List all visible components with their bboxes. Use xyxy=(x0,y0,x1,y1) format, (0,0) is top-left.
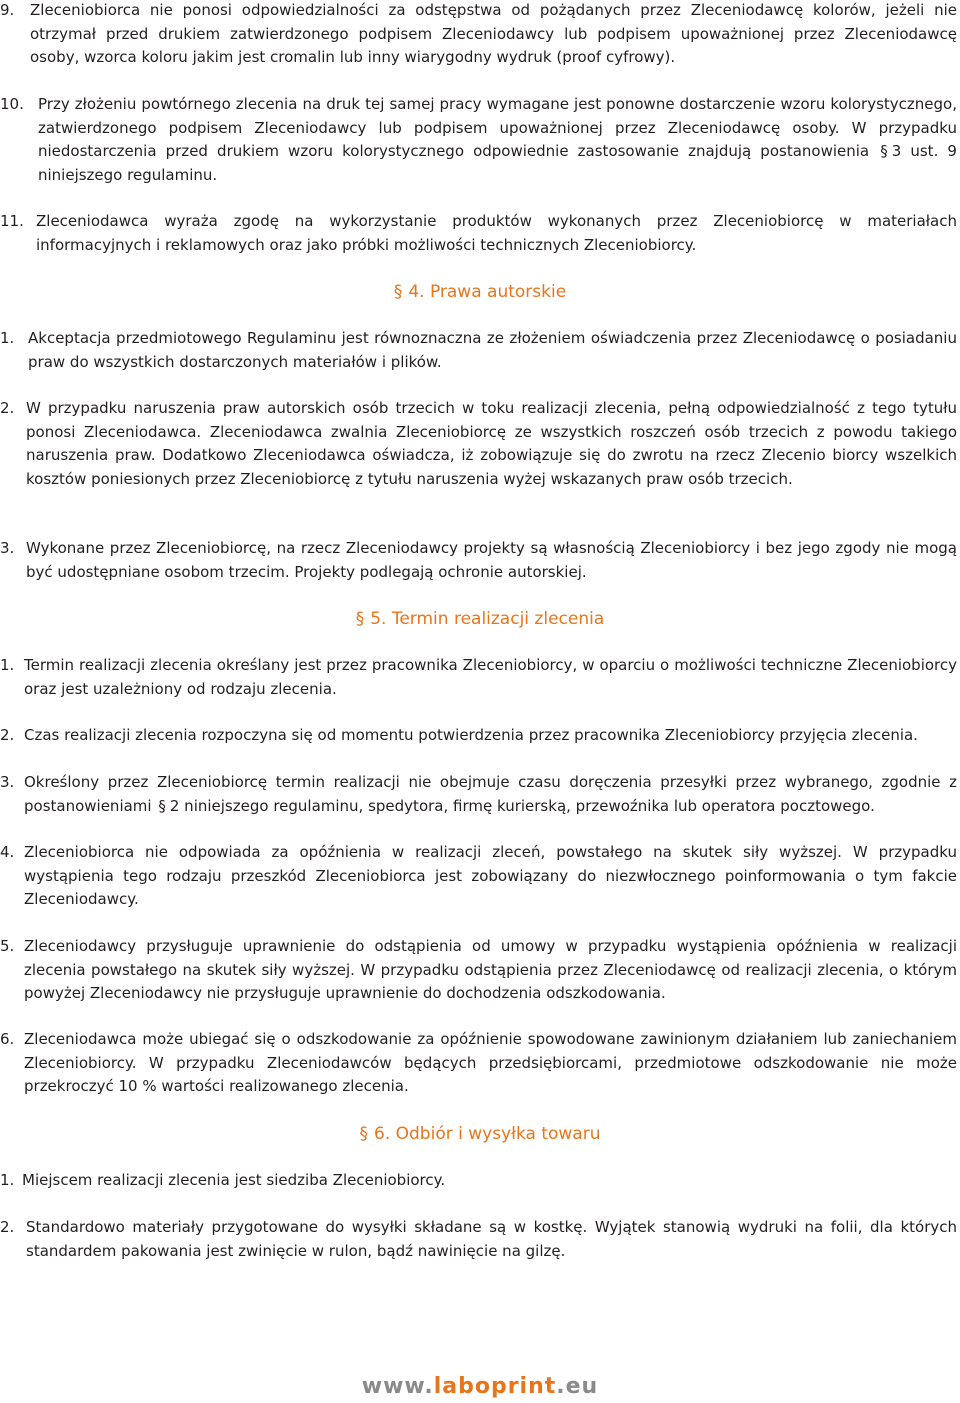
footer-www: www. xyxy=(361,1374,434,1399)
item-number: 4. xyxy=(0,843,15,861)
paragraph-text: Zleceniodawca wyraża zgodę na wykorzystanie produktów wykonanych przez Zleceniobiorcę w materiałach informacyjnych i reklamowych oraz jako próbki możliwości technicznych Zleceniobiorcy. xyxy=(36,212,957,254)
section5-item-6 xyxy=(0,1028,957,1099)
item-text: Standardowo materiały przygotowane do wysyłki składane są w kostkę. Wyjątek stanowią wydruki na folii, dla których standardem pakowania jest zwinięcie w rulon, bądź nawinięcie na gilzę. xyxy=(26,1218,957,1260)
item-number: 3. xyxy=(0,539,15,557)
section5-item-5 xyxy=(0,935,957,1006)
item-number: 3. xyxy=(0,773,15,791)
item-text: Zleceniobiorca nie odpowiada za opóźnienia w realizacji zleceń, powstałego na skutek siły wyższej. W przypadku wystąpienia tego rodzaju przeszkód Zleceniobiorca jest zobowiązany do niezwłocznego poinformowania o tym fakcie Zleceniodawcy. xyxy=(24,843,957,908)
section4-item-3 xyxy=(0,537,957,584)
paragraph-10 xyxy=(0,93,957,187)
item-text: Określony przez Zleceniobiorcę termin realizacji nie obejmuje czasu doręczenia przesyłki przez wybranego, zgodnie z postanowieniami § 2 niniejszego regulaminu, spedytora, firmę kurierską, przewoźnika lub operatora pocztowego. xyxy=(24,771,957,818)
section6-item-1 xyxy=(0,1169,957,1193)
section-sign-icon: § xyxy=(393,282,403,302)
item-number: 2. xyxy=(0,399,15,417)
item-number: 6. xyxy=(0,1030,15,1048)
paragraph-number: 11. xyxy=(0,212,24,230)
item-number: 1. xyxy=(0,329,15,347)
item-text: Miejscem realizacji zlecenia jest siedziba Zleceniobiorcy. xyxy=(22,1171,446,1189)
item-text: Zleceniodawca może ubiegać się o odszkodowanie za opóźnienie spowodowane zawinionym działaniem lub zaniechaniem Zleceniobiorcy. W przypadku Zleceniodawców będących przedsiębiorcami, przedmiotowe odszkodowanie nie może przekroczyć 10 % wartości realizowanego zlecenia. xyxy=(24,1030,957,1095)
paragraph-text: Zleceniobiorca nie ponosi odpowiedzialności za odstępstwa od pożądanych przez Zleceniodawcę kolorów, jeżeli nie otrzymał przed drukiem zatwierdzonego podpisem Zleceniodawcy lub podpisem upoważnionej przez Zleceniodawcę osoby, wzorca koloru jakim jest cromalin lub inny wiarygodny wydruk (proof cyfrowy). xyxy=(30,1,957,66)
section-heading-4: § 4. Prawa autorskie xyxy=(393,282,567,302)
paragraph-11 xyxy=(0,210,957,257)
section5-item-1 xyxy=(0,654,957,701)
item-text: Akceptacja przedmiotowego Regulaminu jest równoznaczna ze złożeniem oświadczenia przez Zleceniodawcę o posiadaniu praw do wszystkich dostarczonych materiałów i plików. xyxy=(28,329,957,371)
paragraph-number: 10. xyxy=(0,95,24,113)
section-heading-5: § 5. Termin realizacji zlecenia xyxy=(355,609,605,629)
section-sign: § xyxy=(158,796,166,815)
paragraph-9 xyxy=(0,0,957,70)
item-number: 2. xyxy=(0,1218,15,1236)
item-text: W przypadku naruszenia praw autorskich osób trzecich w toku realizacji zlecenia, pełną odpowiedzialność z tego tytułu ponosi Zleceniodawca. Zleceniodawca zwalnia Zleceniobiorcę ze wszystkich roszczeń osób trzecich z powodu takiego naruszenia praw. Dodatkowo Zleceniodawca oświadcza, iż zobowiązuje się do zwrotu na rzecz Zlecenio biorcy wszelkich kosztów poniesionych przez Zleceniobiorcę z tytułu naruszenia wyżej wskazanych praw osób trzecich. xyxy=(26,399,957,488)
item-text: Termin realizacji zlecenia określany jest przez pracownika Zleceniobiorcy, w oparciu o możliwości techniczne Zleceniobiorcy oraz jest uzależniony od rodzaju zlecenia. xyxy=(24,656,957,698)
section-sign: § xyxy=(880,142,888,160)
footer-website-link[interactable] xyxy=(0,1374,960,1399)
section4-item-2 xyxy=(0,397,957,491)
section5-item-2 xyxy=(0,724,957,748)
item-text: Wykonane przez Zleceniobiorcę, na rzecz Zleceniodawcy projekty są własnością Zleceniobiorcy i bez jego zgody nie mogą być udostępniane osobom trzecim. Projekty podlegają ochronie autorskiej. xyxy=(26,539,957,581)
section5-item-4 xyxy=(0,841,957,912)
item-text: Zleceniodawcy przysługuje uprawnienie do odstąpienia od umowy w przypadku wystąpienia opóźnienia w realizacji zlecenia powstałego na skutek siły wyższej. W przypadku odstąpienia przez Zleceniodawcę od realizacji zlecenia, o którym powyżej Zleceniodawcy nie przysługuje uprawnienie do dochodzenia odszkodowania. xyxy=(24,937,957,1002)
section-sign-icon: § xyxy=(359,1124,369,1144)
item-number: 5. xyxy=(0,937,15,955)
section5-item-3 xyxy=(0,771,957,818)
item-number: 1. xyxy=(0,656,15,674)
paragraph-text: Przy złożeniu powtórnego zlecenia na druk tej samej pracy wymagane jest ponowne dostarczenie wzoru kolorystycznego, zatwierdzonego podpisem Zleceniodawcy lub podpisem upoważnionej przez Zleceniodawcę osoby. W przypadku niedostarczenia przed drukiem wzoru kolorystycznego odpowiednie zastosowanie znajdują postanowienia § 3 ust. 9 niniejszego regulaminu. xyxy=(38,95,957,184)
item-number: 1. xyxy=(0,1171,15,1189)
section6-item-2 xyxy=(0,1216,957,1263)
footer-tld: .eu xyxy=(556,1374,599,1399)
item-number: 2. xyxy=(0,726,15,744)
section-heading-6: § 6. Odbiór i wysyłka towaru xyxy=(359,1124,601,1144)
paragraph-number: 9. xyxy=(0,1,15,19)
section4-item-1 xyxy=(0,327,957,374)
item-text: Czas realizacji zlecenia rozpoczyna się od momentu potwierdzenia przez pracownika Zleceniobiorcy przyjęcia zlecenia. xyxy=(24,726,918,744)
section-sign-icon: § xyxy=(355,609,365,629)
footer-brand: laboprint xyxy=(433,1374,557,1399)
